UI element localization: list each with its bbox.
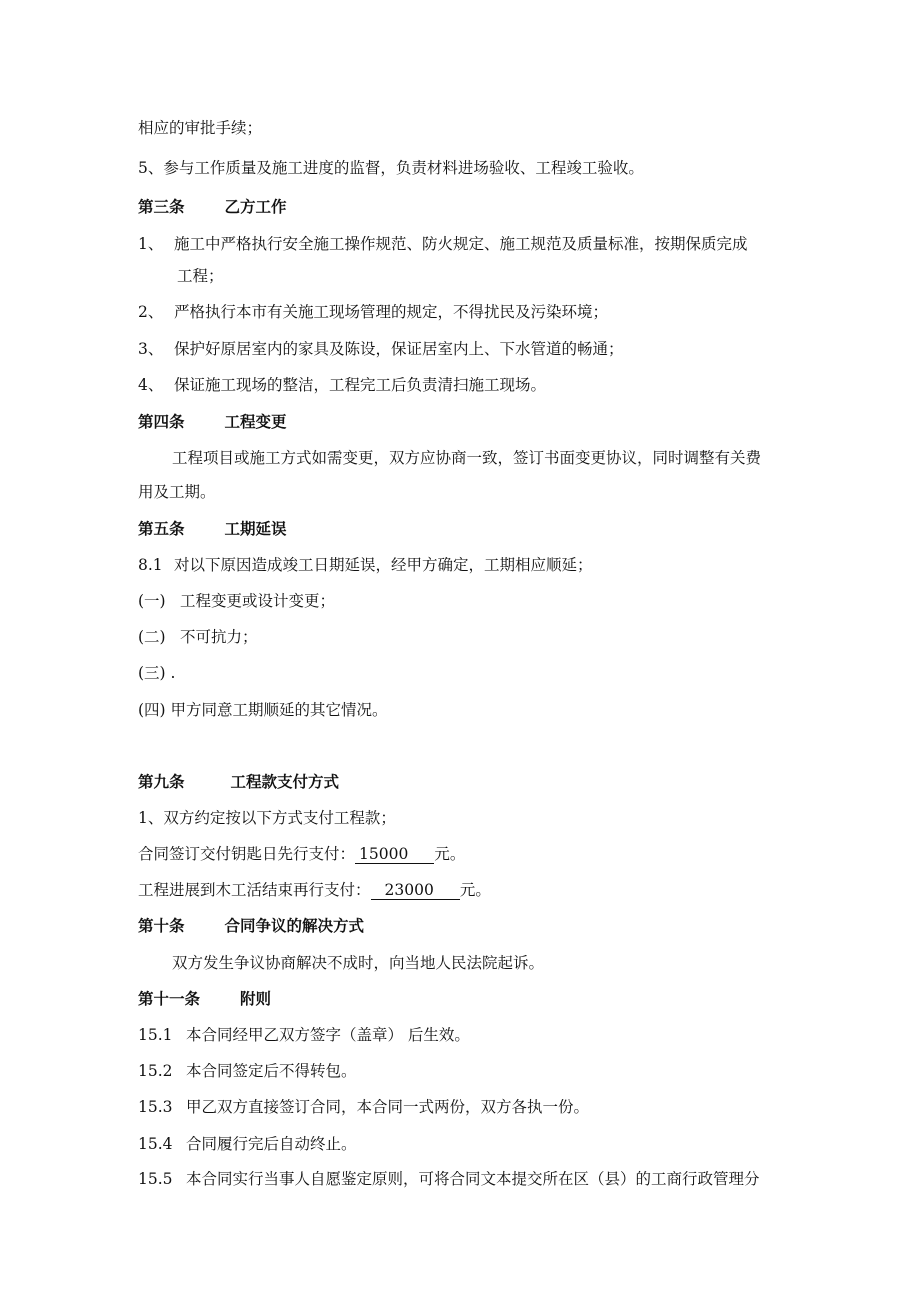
item-text: 甲乙双方直接签订合同，本合同一式两份，双方各执一份。 <box>186 1098 590 1116</box>
item-number: 15.3 <box>138 1098 173 1116</box>
section-label: 第十条 <box>138 917 185 935</box>
paragraph-text: 1、双方约定按以下方式支付工程款； <box>138 809 396 827</box>
section-label: 第四条 <box>138 413 185 431</box>
payment-amount-field: 15000 <box>355 845 434 864</box>
item-text: 保护好原居室内的家具及陈设，保证居室内上、下水管道的畅通； <box>174 340 624 358</box>
list-item <box>138 375 546 395</box>
item-text: 本合同签定后不得转包。 <box>186 1062 357 1080</box>
item-text: 本合同经甲乙双方签字（盖章） 后生效。 <box>186 1026 470 1044</box>
item-number: 15.4 <box>138 1135 173 1153</box>
item-number: 2、 <box>138 303 164 321</box>
list-item <box>138 234 748 254</box>
list-item <box>138 663 175 683</box>
list-item <box>138 1134 357 1154</box>
item-text: 严格执行本市有关施工现场管理的规定，不得扰民及污染环境； <box>174 303 609 321</box>
item-number: (二) <box>138 628 166 646</box>
section-title: 乙方工作 <box>224 198 287 216</box>
item-number: (一) <box>138 592 166 610</box>
payment-unit: 元。 <box>459 881 491 899</box>
item-text: 工程变更或设计变更； <box>180 592 336 610</box>
section-heading-5 <box>138 519 287 539</box>
list-item <box>138 1025 470 1045</box>
list-item <box>138 700 388 720</box>
item-text: 施工中严格执行安全施工操作规范、防火规定、施工规范及质量标准，按期保质完成 <box>174 235 748 253</box>
item-text: (三) . <box>138 664 176 682</box>
payment-line <box>138 844 465 864</box>
paragraph-line <box>172 953 544 973</box>
section-label: 第五条 <box>138 520 185 538</box>
item-number: 1、 <box>138 235 164 253</box>
item-number: 15.1 <box>138 1026 173 1044</box>
list-item <box>138 339 624 359</box>
section-heading-3 <box>138 197 287 217</box>
list-item <box>138 302 608 322</box>
paragraph-text: 工程项目或施工方式如需变更，双方应协商一致，签订书面变更协议，同时调整有关费 <box>172 449 762 467</box>
payment-label: 工程进展到木工活结束再行支付： <box>138 881 371 899</box>
section-label: 第九条 <box>138 773 185 791</box>
item-text: 不可抗力； <box>180 628 258 646</box>
section-label: 第三条 <box>138 198 185 216</box>
section-heading-4 <box>138 412 287 432</box>
item-text: 工程； <box>177 267 224 285</box>
section-heading-10 <box>138 916 364 936</box>
section-title: 合同争议的解决方式 <box>224 917 365 935</box>
text-line <box>138 118 262 138</box>
item-text: (四) 甲方同意工期顺延的其它情况。 <box>138 701 388 719</box>
line-text: 5、参与工作质量及施工进度的监督，负责材料进场验收、工程竣工验收。 <box>138 159 644 177</box>
section-heading-11 <box>138 989 271 1009</box>
line-text: 相应的审批手续； <box>138 119 263 137</box>
list-item <box>138 591 335 611</box>
payment-amount-field: 23000 <box>371 881 460 900</box>
paragraph-text: 双方发生争议协商解决不成时，向当地人民法院起诉。 <box>172 954 545 972</box>
text-line <box>138 158 644 178</box>
paragraph-line <box>138 808 396 828</box>
paragraph-line <box>172 448 761 468</box>
list-item <box>138 1097 589 1117</box>
item-text: 对以下原因造成竣工日期延误，经甲方确定，工期相应顺延； <box>174 556 593 574</box>
payment-unit: 元。 <box>434 845 466 863</box>
list-item <box>138 1169 760 1189</box>
item-text: 本合同实行当事人自愿鉴定原则，可将合同文本提交所在区（县）的工商行政管理分 <box>186 1170 760 1188</box>
paragraph-text: 用及工期。 <box>138 483 216 501</box>
section-title: 工期延误 <box>224 520 287 538</box>
section-title: 工程款支付方式 <box>230 773 340 791</box>
payment-line <box>138 880 491 900</box>
item-number: 3、 <box>138 340 164 358</box>
list-item <box>138 1061 357 1081</box>
payment-label: 合同签订交付钥匙日先行支付： <box>138 845 356 863</box>
item-number: 8.1 <box>138 556 163 574</box>
list-item-continuation <box>177 266 224 286</box>
item-number: 15.5 <box>138 1170 173 1188</box>
paragraph-line <box>138 482 216 502</box>
section-title: 工程变更 <box>224 413 287 431</box>
section-title: 附则 <box>240 990 272 1008</box>
list-item <box>138 555 593 575</box>
item-text: 保证施工现场的整洁，工程完工后负责清扫施工现场。 <box>174 376 547 394</box>
item-text: 合同履行完后自动终止。 <box>186 1135 357 1153</box>
section-label: 第十一条 <box>138 990 201 1008</box>
item-number: 15.2 <box>138 1062 173 1080</box>
item-number: 4、 <box>138 376 164 394</box>
list-item <box>138 627 258 647</box>
section-heading-9 <box>138 772 339 792</box>
